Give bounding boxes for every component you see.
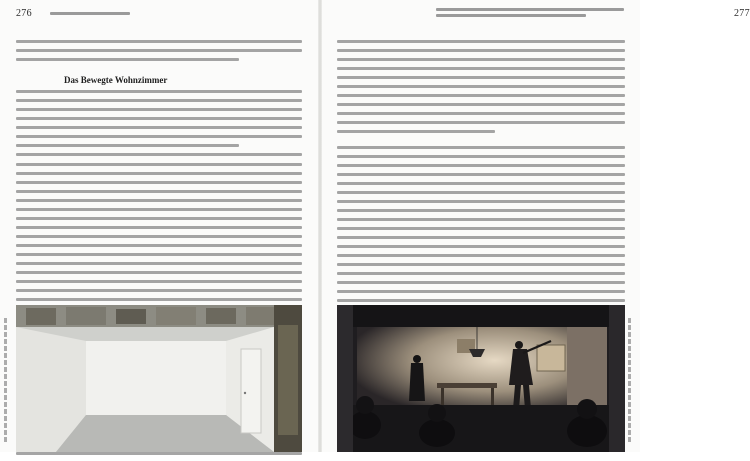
- running-head-left: [50, 12, 130, 18]
- page-number-right: 277: [734, 8, 750, 19]
- vertical-caption-right: [628, 318, 632, 442]
- running-head-right: [436, 8, 624, 20]
- staged-living-room-performance-photo: [337, 305, 625, 452]
- vertical-caption-left: [4, 318, 8, 442]
- section-heading: Das Bewegte Wohnzimmer: [64, 75, 168, 86]
- left-page: [0, 0, 320, 452]
- empty-white-room-photo: [16, 305, 302, 452]
- page-number-left: 276: [16, 8, 32, 19]
